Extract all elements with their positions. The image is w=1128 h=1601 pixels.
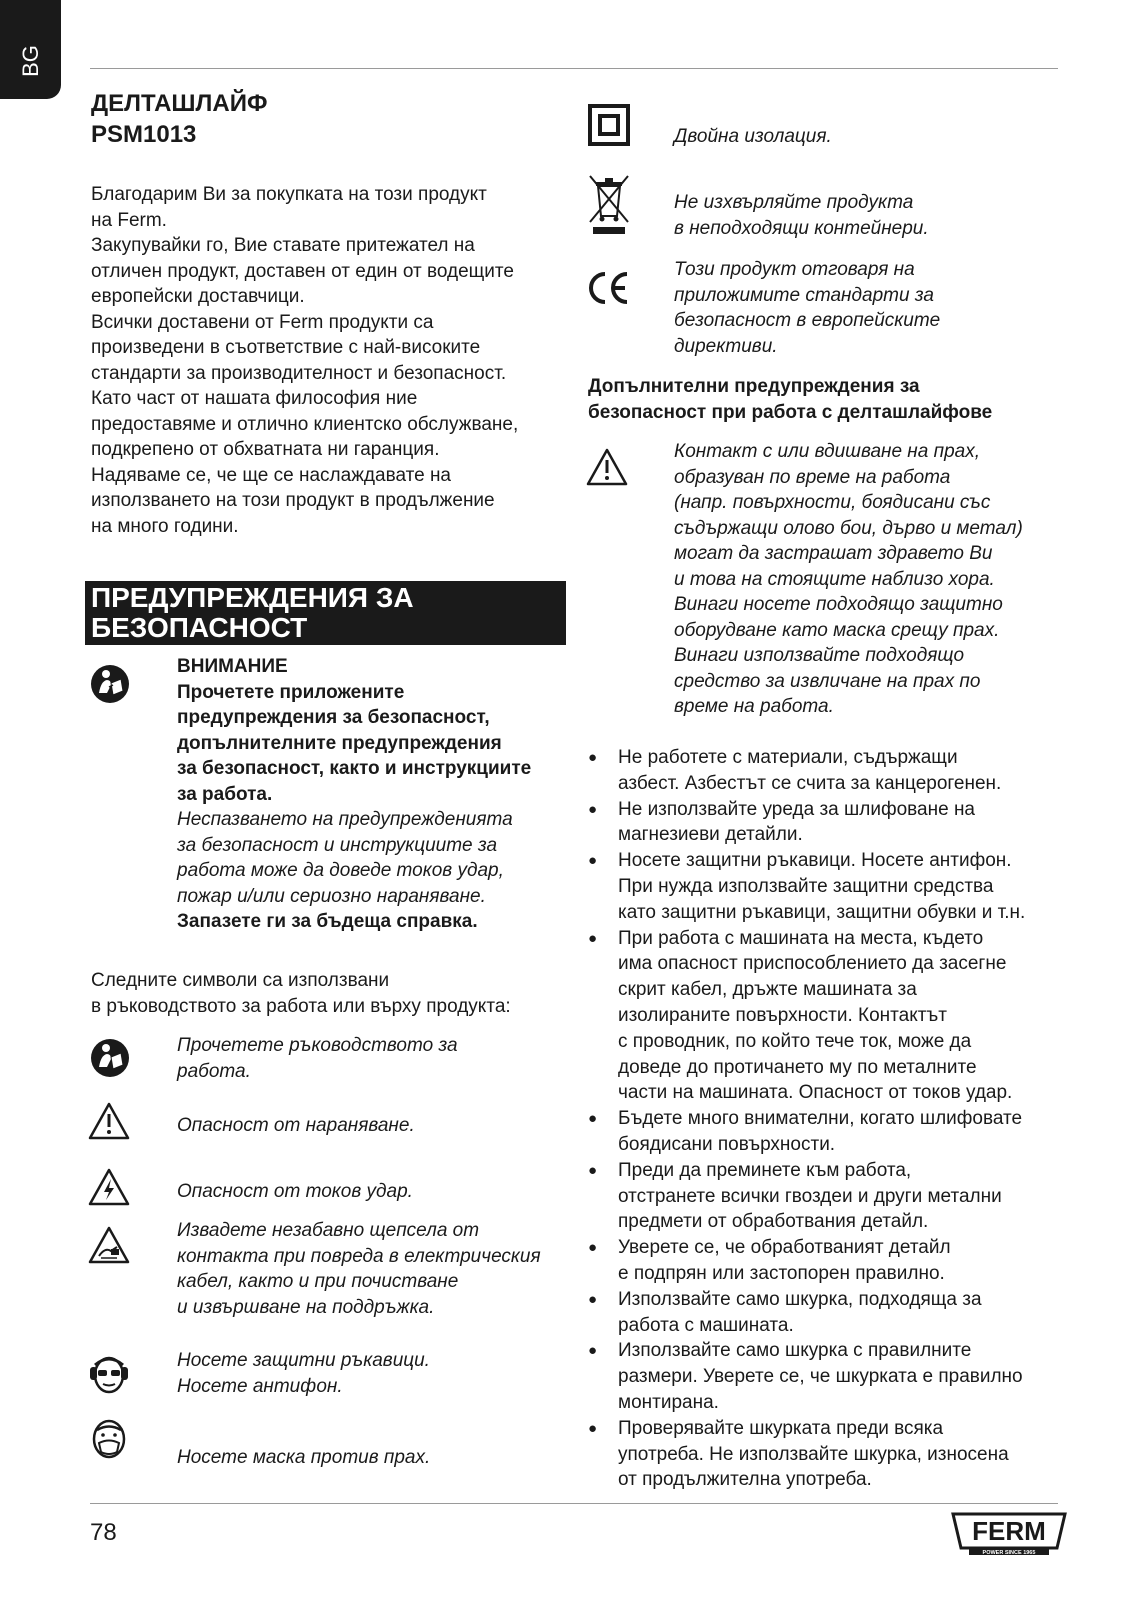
bullet-item (588, 797, 1078, 849)
warning-italic-line: работа може да доведе токов удар, (177, 860, 504, 881)
bullet-line: ● Използвайте само шкурка, подходяща за (618, 1288, 982, 1310)
bullet-item (588, 1338, 1078, 1415)
additional-heading-line: Допълнителни предупреждения за (588, 376, 920, 397)
title-model: PSM1013 (91, 121, 197, 148)
intro-line: използването на този продукт в продължение (91, 490, 495, 511)
bullet-line: работа с машината. (618, 1314, 794, 1336)
symbol-line: Носете антифон. (177, 1375, 343, 1397)
warning-block (177, 654, 577, 935)
bullet-line: ● Уверете се, че обработваният детайл (618, 1237, 951, 1259)
bullet-item (588, 1287, 1078, 1339)
bullet-item (588, 1416, 1078, 1493)
bullet-line: употреба. Не използвайте шкурка, износена (618, 1443, 1009, 1465)
double-insulation-icon (588, 104, 630, 146)
bullet-item (588, 1106, 1078, 1158)
symbol-line: Двойна изолация. (674, 126, 832, 147)
bullet-line: от продължителна употреба. (618, 1469, 872, 1491)
warning-italic-line: Неспазването на предупрежденията (177, 809, 513, 830)
bullet-line: ● Използвайте само шкурка с правилните (618, 1340, 972, 1362)
warning-icon (585, 447, 629, 487)
logo-text: FERM (972, 1516, 1046, 1546)
warning-bold-line: Прочетете приложените (177, 681, 405, 703)
dust-warning-text (674, 439, 1094, 720)
dust-warning-line: образуван по време на работа (674, 466, 951, 488)
page-title (91, 88, 267, 150)
symbol-line: директиви. (674, 335, 778, 357)
bullet-line: азбест. Азбестът се счита за канцерогенен. (618, 772, 1002, 794)
symbol-text (177, 1113, 577, 1139)
ear-eye-protection-icon (87, 1353, 131, 1395)
bullet-line: ● При работа с машината на места, където (618, 927, 984, 949)
warning-keep-line: Запазете ги за бъдеща справка. (177, 911, 478, 932)
section-heading (85, 581, 566, 645)
bullet-line: изолираните повърхности. Контактът (618, 1004, 948, 1026)
intro-line: на много години. (91, 515, 239, 537)
bullet-line: магнезиеви детайли. (618, 824, 803, 846)
intro-line: подкрепено от обхватната ни гаранция. (91, 439, 440, 460)
symbol-line: Опасност от нараняване. (177, 1115, 415, 1136)
weee-bin-icon (585, 172, 633, 236)
bullet-line: ● Бъдете много внимателни, когато шлифовате (618, 1108, 1023, 1130)
bullet-item (588, 1235, 1078, 1287)
ce-mark-icon (585, 268, 633, 308)
page-number: 78 (90, 1519, 117, 1546)
intro-line: стандарти за производителност и безопасност. (91, 362, 507, 384)
symbol-text (674, 124, 1094, 150)
symbols-intro-line: в ръководството за работа или върху продукта: (91, 995, 511, 1017)
intro-line: Надяваме се, че ще се наслаждавате на (91, 464, 451, 486)
read-manual-icon (89, 663, 131, 705)
bullet-line: е подпрян или застопорен правилно. (618, 1262, 945, 1284)
dust-warning-line: средство за извличане на прах по (674, 670, 981, 692)
bullet-item (588, 848, 1078, 925)
bottom-rule (90, 1503, 1058, 1504)
dust-warning-line: съдържащи олово бои, дърво и метал) (674, 517, 1023, 539)
warning-italic-line: за безопасност и инструкциите за (177, 834, 498, 856)
read-manual-icon (89, 1037, 131, 1079)
intro-line: Закупувайки го, Вие ставате притежател на (91, 235, 475, 256)
symbol-line: контакта при повреда в електрическия (177, 1245, 541, 1267)
dust-warning-line: време на работа. (674, 696, 834, 717)
bullet-line: ● Преди да преминете към работа, (618, 1159, 912, 1181)
dust-mask-icon (87, 1418, 131, 1460)
title-product-name: ДЕЛТАШЛАЙФ (91, 90, 268, 117)
logo-subtitle: POWER SINCE 1965 (982, 1550, 1036, 1556)
bullet-line: ● Не използвайте уреда за шлифоване на (618, 798, 976, 820)
bullet-line: ● Проверявайте шкурката преди всяка (618, 1417, 944, 1439)
dust-warning-line: Контакт с или вдишване на прах, (674, 441, 980, 462)
electric-shock-icon (87, 1167, 131, 1207)
intro-line: отличен продукт, доставен от един от водещите (91, 260, 514, 282)
unplug-icon (87, 1225, 131, 1265)
bullet-line: ● Носете защитни ръкавици. Носете антифон. (618, 850, 1012, 872)
top-rule (90, 68, 1058, 69)
intro-line: на Ferm. (91, 209, 167, 231)
ferm-logo (951, 1510, 1067, 1556)
symbol-line: Този продукт отговаря на (674, 259, 915, 280)
warning-bold-line: предупреждения за безопасност, (177, 707, 490, 728)
symbol-line: Прочетете ръководството за (177, 1035, 458, 1056)
intro-line: европейски доставчици. (91, 286, 305, 307)
symbol-line: и извършване на поддръжка. (177, 1296, 435, 1318)
symbol-line: приложимите стандарти за (674, 284, 934, 306)
warning-icon (87, 1101, 131, 1141)
warning-bold-line: за работа. (177, 783, 273, 805)
bullet-item (588, 745, 1078, 797)
bullet-line: монтирана. (618, 1391, 719, 1413)
bullet-line: има опасност приспособлението да засегне (618, 953, 1007, 975)
bullet-line: размери. Уверете се, че шкурката е правилно (618, 1366, 1023, 1388)
bullet-line: части на машината. Опасност от токов удар. (618, 1082, 1013, 1104)
dust-warning-line: могат да застрашат здравето Ви (674, 543, 993, 564)
intro-line: Всички доставени от Ferm продукти са (91, 311, 434, 333)
warning-bold-line: за безопасност, както и инструкциите (177, 758, 532, 779)
dust-warning-line: Винаги използвайте подходящо (674, 645, 965, 666)
language-tab (0, 0, 61, 99)
safety-bullet-list (588, 745, 1078, 1493)
symbol-line: Извадете незабавно щепсела от (177, 1220, 480, 1241)
symbol-text (674, 257, 1094, 359)
bullet-item (588, 1158, 1078, 1235)
dust-warning-line: (напр. повърхности, боядисани със (674, 492, 991, 513)
symbol-text (177, 1348, 577, 1399)
symbol-line: кабел, както и при почистване (177, 1271, 459, 1292)
symbol-text (177, 1033, 577, 1084)
bullet-item (588, 926, 1078, 1107)
bullet-line: предмети от обработвания детайл. (618, 1211, 929, 1233)
symbol-text (674, 190, 1094, 241)
intro-line: Благодарим Ви за покупката на този продукт (91, 184, 487, 205)
bullet-line: като защитни ръкавици, защитни обувки и т.н. (618, 901, 1026, 923)
section-title-line: ПРЕДУПРЕЖДЕНИЯ ЗА (91, 582, 414, 613)
additional-warnings-heading (588, 374, 1068, 425)
symbol-line: Не изхвърляйте продукта (674, 192, 914, 213)
intro-line: предоставяме и отлично клиентско обслужване, (91, 413, 519, 435)
dust-warning-line: и това на стоящите наблизо хора. (674, 568, 995, 590)
intro-line: Като част от нашата философия ние (91, 388, 418, 409)
symbols-intro (91, 968, 571, 1019)
symbol-line: Опасност от токов удар. (177, 1181, 413, 1202)
symbol-line: безопасност в европейските (674, 310, 941, 331)
symbol-line: Носете защитни ръкавици. (177, 1350, 430, 1371)
intro-line: произведени в съответствие с най-високите (91, 337, 481, 358)
bullet-line: боядисани повърхности. (618, 1133, 836, 1155)
dust-warning-line: Винаги носете подходящо защитно (674, 594, 1003, 615)
dust-warning-line: оборудване като маска срещу прах. (674, 619, 1000, 641)
bullet-line: с проводник, по който тече ток, може да (618, 1030, 972, 1052)
bullet-line: скрит кабел, дръжте машината за (618, 979, 917, 1001)
symbol-line: работа. (177, 1060, 251, 1082)
symbol-text (177, 1445, 577, 1471)
symbol-line: в неподходящи контейнери. (674, 217, 929, 239)
warning-heading: ВНИМАНИЕ (177, 656, 288, 677)
bullet-line: ● Не работете с материали, съдържащи (618, 747, 958, 768)
warning-bold-line: допълнителните предупреждения (177, 732, 502, 754)
bullet-line: отстранете всички гвоздеи и други метални (618, 1185, 1002, 1207)
warning-italic-line: пожар и/или сериозно нараняване. (177, 885, 486, 907)
intro-paragraph (91, 182, 571, 539)
symbol-text (177, 1218, 577, 1320)
additional-heading-line: безопасност при работа с делташлайфове (588, 401, 993, 423)
symbol-line: Носете маска против прах. (177, 1447, 431, 1468)
language-label: BG (18, 45, 43, 77)
bullet-line: доведе до протичането му по металните (618, 1056, 977, 1078)
section-title-line: БЕЗОПАСНОСТ (91, 612, 308, 643)
symbol-text (177, 1179, 577, 1205)
symbols-intro-line: Следните символи са използвани (91, 970, 390, 991)
bullet-line: При нужда използвайте защитни средства (618, 875, 994, 897)
